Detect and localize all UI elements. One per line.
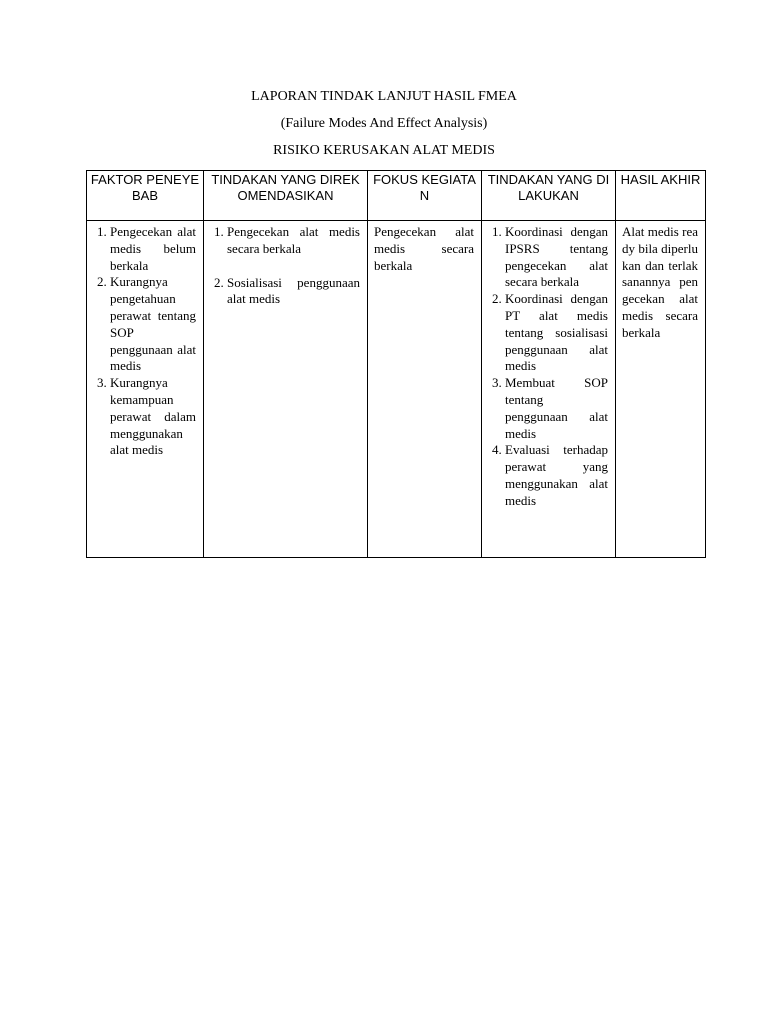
list-item: 4. Evaluasi terhadap perawat yang menggunakan alat medis — [505, 442, 608, 509]
table-header-row — [87, 171, 706, 221]
list-item: 2. Koordinasi dengan PT alat medis tentang sosialisasi penggunaan alat medis — [505, 291, 608, 375]
list-item: 2. Sosialisasi penggunaan alat medis — [227, 275, 360, 309]
table-row — [87, 221, 706, 558]
fmea-table — [86, 170, 706, 558]
cell-fokus-kegiatan — [368, 221, 482, 558]
header-tindakan-direkomendasikan: TINDAKAN YANG DIREKOMENDASIKAN — [204, 171, 368, 221]
list-item: 2. Kurangnya pengetahuan perawat tentang SOP penggunaan alat medis — [110, 274, 196, 375]
tindakan-dilakukan-list — [488, 224, 608, 510]
list-item: 1. Koordinasi dengan IPSRS tentang pengecekan alat secara berkala — [505, 224, 608, 291]
cell-faktor-penyebab — [87, 221, 204, 558]
header-fokus-kegiatan: FOKUS KEGIATAN — [368, 171, 482, 221]
list-item: 3. Kurangnya kemampuan perawat dalam menggunakan alat medis — [110, 375, 196, 459]
document-subtitle: (Failure Modes And Effect Analysis) — [280, 116, 488, 131]
cell-hasil-akhir — [616, 221, 706, 558]
list-item: 1. Pengecekan alat medis belum berkala — [110, 224, 196, 274]
tindakan-direkomendasikan-list — [210, 224, 360, 308]
fokus-kegiatan-text: Pengecekan alat medis secara berkala — [374, 224, 474, 273]
list-item: 3. Membuat SOP tentang penggunaan alat medis — [505, 375, 608, 442]
header-tindakan-dilakukan: TINDAKAN YANG DILAKUKAN — [482, 171, 616, 221]
header-faktor-penyebab: FAKTOR PENEYEBAB — [87, 171, 204, 221]
cell-tindakan-dilakukan — [482, 221, 616, 558]
faktor-penyebab-list — [93, 224, 196, 459]
section-title: RISIKO KERUSAKAN ALAT MEDIS — [273, 143, 495, 158]
hasil-akhir-text: Alat medis ready bila diperlukan dan terlaksanannya pengecekan alat medis secara berkala — [622, 224, 698, 340]
list-item: 1. Pengecekan alat medis secara berkala — [227, 224, 360, 258]
header-hasil-akhir: HASIL AKHIR — [616, 171, 706, 221]
document-title: LAPORAN TINDAK LANJUT HASIL FMEA — [251, 89, 517, 104]
cell-tindakan-direkomendasikan — [204, 221, 368, 558]
